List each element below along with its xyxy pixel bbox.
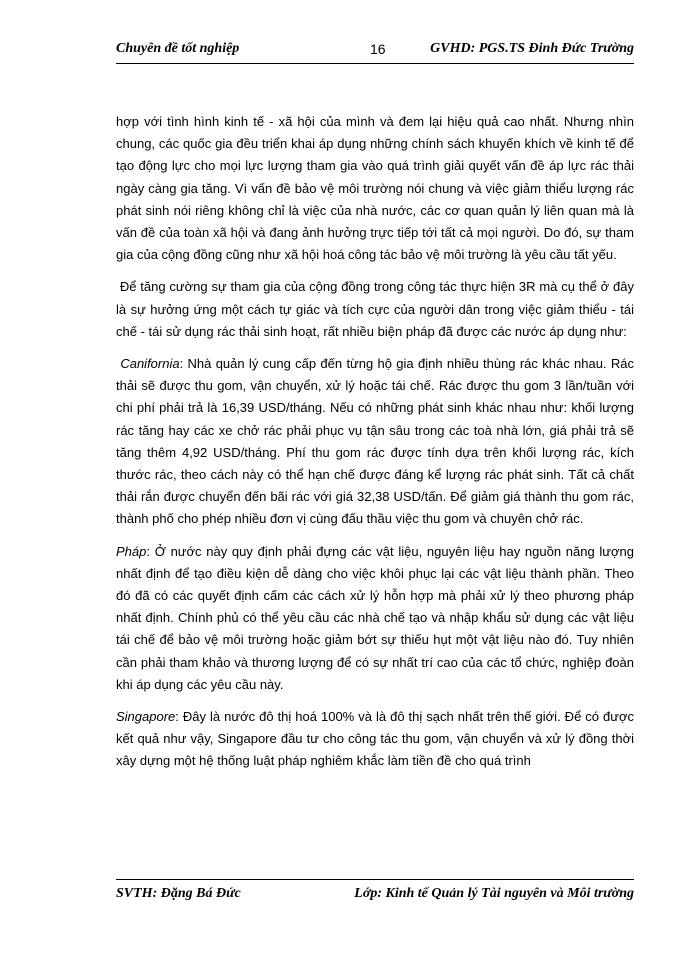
page-footer	[116, 879, 634, 905]
thesis-title: Chuyên đề tốt nghiệp	[116, 41, 240, 56]
paragraph-lead: Singapore	[116, 709, 176, 725]
paragraph-lead: Pháp	[116, 543, 147, 559]
paragraph: hợp với tình hình kinh tế - xã hội của mình và đem lại hiệu quả cao nhất. Nhưng nhìn chung, các quốc gia đều triển khai áp dụng những chính sách khuyến khích về kinh tế để tạo động lực cho mọi lực lượng tham gia vào quá trình giải quyết vấn đề áp lực rác thải ngày càng gia tăng. Vì vấn đề bảo vệ môi trường nói chung và việc giảm thiểu lượng rác phát sinh nói riêng không chỉ là việc của nhà nước, các cơ quan quản lý liên quan mà là vấn đề của toàn xã hội và đang ảnh hưởng trực tiếp tới tất cả mọi người. Do đó, sự tham gia của cộng đồng cũng như xã hội hoá công tác bảo vệ môi trường là yêu cầu tất yếu.	[116, 114, 634, 263]
paragraph-lead: Canifornia	[120, 356, 180, 372]
class-label: Lớp: Kinh tế Quản lý Tài nguyên và Môi trường	[354, 886, 634, 901]
student-label: SVTH: Đặng Bá Đức	[116, 886, 241, 901]
paragraph: Pháp: Ở nước này quy định phải đựng các vật liệu, nguyên liệu hay nguồn năng lượng nhất định để tạo điều kiện dễ dàng cho việc khôi phục lại các vật liệu thành phần. Theo đó đã có các quyết định cấm các cách xử lý hỗn hợp mà phải xử lý theo phương pháp nhất định. Chính phủ có thể yêu cầu các nhà chế tạo và nhập khẩu sử dụng các vật liệu tái chế để bảo vệ môi trường hoặc giảm bớt sự thiếu hụt một vật liệu nào đó. Tuy nhiên cần phải tham khảo và thương lượng để có sự nhất trí cao của các tổ chức, nghiệp đoàn khi áp dụng các yêu cầu này.	[116, 543, 634, 692]
paragraph: Singapore: Đây là nước đô thị hoá 100% và là đô thị sạch nhất trên thế giới. Để có được kết quả như vậy, Singapore đầu tư cho công tác thu gom, vận chuyển và xử lý đồng thời xây dựng một hệ thống luật pháp nghiêm khắc làm tiền đề cho quá trình	[116, 709, 634, 769]
page-header	[116, 41, 634, 64]
page-body	[116, 111, 634, 783]
page-number: 16	[370, 41, 386, 57]
supervisor-label: GVHD: PGS.TS Đinh Đức Trường	[430, 41, 634, 56]
paragraph: Để tăng cường sự tham gia của cộng đồng trong công tác thực hiện 3R mà cụ thể ở đây là sự hưởng ứng một cách tự giác và tích cực của người dân trong việc giảm thiểu - tái chế - tái sử dụng rác thải sinh hoạt, rất nhiều biện pháp đã được các nước áp dụng như:	[116, 279, 634, 339]
paragraph: Canifornia: Nhà quản lý cung cấp đến từng hộ gia định nhiều thùng rác khác nhau. Rác thải sẽ được thu gom, vận chuyển, xử lý hoặc tái chế. Rác được thu gom 3 lần/tuần với chi phí phải trả là 16,39 USD/tháng. Nếu có những phát sinh khác nhau như: khối lượng rác tăng hay các xe chở rác phải phục vụ tận sâu trong các toà nhà lớn, giá phải trả sẽ tăng thêm 4,92 USD/tháng. Phí thu gom rác được tính dựa trên khối lượng rác, kích thước rác, theo cách này có thể hạn chế được đáng kể lượng rác phát sinh. Tất cả chất thải rắn được chuyển đến bãi rác với giá 32,38 USD/tấn. Để giảm giá thành thu gom rác, thành phố cho phép nhiều đơn vị cùng đấu thầu việc thu gom và chuyên chở rác.	[116, 356, 634, 527]
